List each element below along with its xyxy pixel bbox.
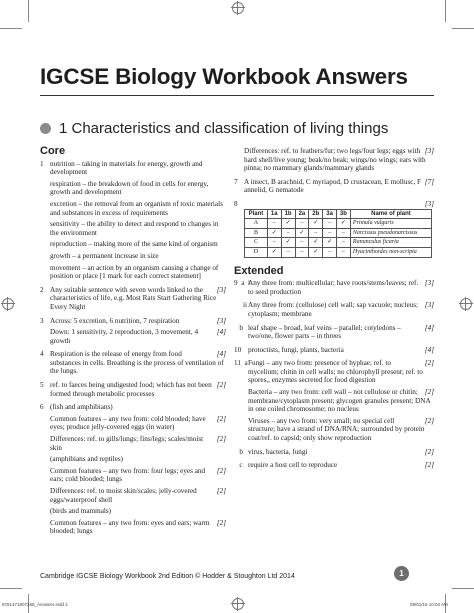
table-cell: ✓ bbox=[309, 238, 323, 248]
mark-value: [4] bbox=[424, 323, 434, 332]
table-cell: – bbox=[323, 228, 337, 238]
table-cell: – bbox=[281, 247, 295, 257]
plant-name: Ranunculus ficaria bbox=[350, 238, 431, 248]
answer-body: Differences: ref. to gills/lungs; fins/legs; scales/moist skin bbox=[50, 435, 204, 452]
question-number: c bbox=[234, 461, 243, 470]
section-heading-extended: Extended bbox=[234, 264, 284, 277]
answer-item bbox=[40, 381, 226, 398]
question-number: 11 a bbox=[234, 359, 248, 368]
answer-item bbox=[40, 507, 226, 516]
table-cell: – bbox=[336, 247, 350, 257]
answer-item bbox=[40, 180, 226, 197]
answer-text bbox=[50, 180, 226, 197]
answer-body: Any three from: (cellulose) cell wall; sap vacuole; nucleus; cytoplasm; membrane bbox=[248, 301, 419, 318]
page-title: IGCSE Biology Workbook Answers bbox=[40, 64, 408, 89]
question-number: 7 bbox=[234, 177, 238, 186]
answer-item bbox=[40, 317, 226, 326]
mark-value: [2] bbox=[424, 461, 434, 470]
answer-item bbox=[234, 147, 434, 173]
answer-body: require a host cell to reproduce bbox=[248, 461, 338, 470]
plant-key-table bbox=[244, 209, 432, 258]
answer-item bbox=[234, 346, 434, 355]
mark-value: [3] bbox=[424, 279, 434, 288]
question-number: b bbox=[234, 323, 243, 332]
answer-body: Bacteria – any two from: cell wall – not cellulose or chitin; membrane/cytoplasm present; glycogen granules present; DNA in one coiled chromosome; no nucleus bbox=[248, 388, 431, 414]
answer-text bbox=[50, 264, 226, 281]
table-cell: – bbox=[323, 219, 337, 229]
question-number: b bbox=[234, 447, 243, 456]
answer-body: Common features – any two from: cold blooded; have eyes; produce jelly-covered eggs (in water) bbox=[50, 414, 206, 432]
answer-body: excretion – the removal from an organism of toxic materials and substances in excess of requirements bbox=[50, 199, 223, 217]
answer-body: Respiration is the release of energy from food substances in cells. Breathing is the process of ventilation of the lungs. bbox=[50, 350, 224, 376]
answer-text bbox=[50, 487, 226, 504]
table-header: Plant bbox=[245, 209, 268, 219]
answer-item bbox=[234, 301, 434, 318]
answer-item bbox=[40, 160, 226, 177]
plant-name: Primula vulgaris bbox=[350, 219, 431, 229]
answer-body: Any suitable sentence with seven words linked to the characteristics of life, e.g. Most Rats Start Gathering Rice Every Night bbox=[50, 285, 217, 311]
mark-value: [2] bbox=[216, 381, 226, 390]
question-number: 10 bbox=[234, 345, 242, 354]
question-number: 3 bbox=[40, 316, 44, 325]
answer-item bbox=[40, 487, 226, 504]
answer-text bbox=[50, 507, 226, 516]
question-number: 4 bbox=[40, 350, 44, 359]
answer-body: nutrition – taking in materials for energy, growth and development bbox=[50, 159, 203, 177]
answer-text bbox=[248, 279, 434, 296]
table-cell: – bbox=[295, 238, 309, 248]
answer-text bbox=[244, 147, 434, 173]
answer-text bbox=[248, 359, 434, 385]
answer-item bbox=[40, 435, 226, 452]
plant-label: D bbox=[245, 247, 268, 257]
mark-value: [4] bbox=[216, 328, 226, 337]
question-number: 5 bbox=[40, 381, 44, 390]
mark-value: [3] bbox=[216, 316, 226, 325]
crop-mark bbox=[452, 588, 474, 589]
answer-item bbox=[40, 350, 226, 376]
answer-item bbox=[40, 455, 226, 464]
registration-mark-icon bbox=[460, 298, 472, 310]
left-column bbox=[40, 147, 226, 536]
crop-mark bbox=[0, 588, 22, 589]
table-cell: – bbox=[295, 219, 309, 229]
chapter-title: 1 Characteristics and classification of living things bbox=[59, 120, 389, 137]
footer-text: Cambridge IGCSE Biology Workbook 2nd Edition © Hodder & Stoughton Ltd 2014 bbox=[40, 573, 295, 580]
table-cell: – bbox=[281, 228, 295, 238]
mark-value: [3] bbox=[424, 301, 434, 310]
registration-mark-icon bbox=[2, 298, 14, 310]
answer-body: Fungi – any two from: presence of hyphae; ref. to mycelium; chitin in cell walls; no chlorophyll present; ref. to spores,, enzymes secreted for food digestion bbox=[248, 359, 423, 385]
plant-name: Narcissus pseudonarcissus bbox=[350, 228, 431, 238]
answer-body: reproduction – making more of the same kind of organism bbox=[50, 240, 218, 249]
mark-value: [3] bbox=[216, 285, 226, 294]
slug-left: 9781471807268_Answers.indd 1 bbox=[2, 602, 68, 607]
answer-body: movement – an action by an organism causing a change of position or place [1 mark for each correct statement] bbox=[50, 263, 219, 281]
table-cell: – bbox=[267, 219, 281, 229]
bullet-icon bbox=[40, 123, 51, 134]
answer-text bbox=[50, 467, 226, 484]
answer-item bbox=[40, 519, 226, 536]
answer-text bbox=[50, 200, 226, 217]
mark-value: [3] bbox=[424, 199, 434, 208]
slug-right: 09/01/15 10:04 AM bbox=[410, 602, 448, 607]
mark-value: [2] bbox=[216, 414, 226, 423]
answer-item bbox=[234, 448, 434, 457]
answer-body: sensitivity – the ability to detect and respond to changes in the environment bbox=[50, 220, 219, 237]
crop-mark bbox=[28, 0, 29, 22]
right-column bbox=[234, 147, 434, 470]
answer-body: protoctists, fungi, plants, bacteria bbox=[248, 345, 344, 354]
plant-label: B bbox=[245, 228, 268, 238]
answer-item bbox=[40, 264, 226, 281]
answer-item bbox=[40, 328, 226, 345]
mark-value: [2] bbox=[424, 359, 434, 368]
answer-body: ref. to faeces being undigested food; which has not been formed through metabolic processes bbox=[50, 381, 212, 398]
answer-text bbox=[50, 220, 226, 237]
table-cell: ✓ bbox=[323, 238, 337, 248]
question-number: 2 bbox=[40, 285, 44, 294]
table-row bbox=[245, 238, 432, 248]
table-cell: ✓ bbox=[309, 219, 323, 229]
table-cell: – bbox=[295, 247, 309, 257]
table-row bbox=[245, 219, 432, 229]
question-number: 8 bbox=[234, 199, 238, 208]
answer-body: growth – a permanent increase in size bbox=[50, 251, 159, 260]
answer-body: Across: 5 excretion, 6 nutrition, 7 respiration bbox=[50, 316, 180, 325]
answer-body: Common features – any two from: eyes and ears; warm blooded; lungs bbox=[50, 518, 210, 536]
answer-body: Down: 1 sensitivity, 2 reproduction, 3 movement, 4 growth bbox=[50, 328, 199, 345]
answer-item bbox=[40, 252, 226, 261]
table-cell: ✓ bbox=[281, 219, 295, 229]
answer-item bbox=[40, 220, 226, 237]
answer-text bbox=[244, 178, 434, 195]
table-row bbox=[245, 247, 432, 257]
table-cell: ✓ bbox=[309, 247, 323, 257]
mark-value: [3] bbox=[424, 147, 434, 155]
answer-body: Differences: ref. to moist skin/scales; jelly-covered eggs/waterproof shell bbox=[50, 487, 197, 504]
answer-body: respiration – the breakdown of food in cells for energy, growth and development bbox=[50, 179, 209, 197]
answer-text bbox=[50, 240, 226, 249]
table-cell: ✓ bbox=[267, 247, 281, 257]
crop-mark bbox=[445, 0, 446, 22]
mark-value: [2] bbox=[424, 388, 434, 397]
answer-text bbox=[50, 403, 226, 412]
answer-text bbox=[50, 435, 226, 452]
answer-item bbox=[234, 388, 434, 414]
answer-text bbox=[248, 324, 434, 341]
mark-value: [2] bbox=[424, 416, 434, 425]
table-cell: – bbox=[336, 238, 350, 248]
table-header: 3b bbox=[336, 209, 350, 219]
question-number: 9 a i bbox=[234, 279, 250, 288]
answer-body: Viruses – any two from: very small; no special cell structure; have a strand of DNA/RNA; surrounded by protein coat/ref. to capsid; only show reproduction bbox=[248, 416, 425, 443]
mark-value: [4] bbox=[424, 345, 434, 354]
answer-item bbox=[234, 279, 434, 296]
question-number: 6 bbox=[40, 403, 44, 412]
table-header: 1a bbox=[267, 209, 281, 219]
mark-value: [2] bbox=[216, 466, 226, 475]
plant-name: Hyacinthoides non-scripta bbox=[350, 247, 431, 257]
table-cell: ✓ bbox=[336, 219, 350, 229]
answer-text bbox=[50, 160, 226, 177]
mark-value: [7] bbox=[424, 177, 434, 186]
answer-item bbox=[40, 240, 226, 249]
answer-text bbox=[248, 417, 434, 443]
answer-body: virus, bacteria, fungi bbox=[248, 447, 308, 456]
question-number: 1 bbox=[40, 159, 44, 168]
plant-label: A bbox=[245, 219, 268, 229]
chapter-heading bbox=[40, 120, 388, 137]
answer-item bbox=[234, 461, 434, 470]
answer-text bbox=[50, 381, 226, 398]
answer-body: Common features – any two from: four legs; eyes and ears; cold blooded; lungs bbox=[50, 466, 206, 484]
answer-text bbox=[50, 350, 226, 376]
table-cell: – bbox=[336, 228, 350, 238]
mark-value: [2] bbox=[216, 487, 226, 495]
crop-mark bbox=[0, 28, 22, 29]
mark-value: [2] bbox=[216, 435, 226, 444]
table-header: Name of plant bbox=[350, 209, 431, 219]
plant-label: C bbox=[245, 238, 268, 248]
mark-value: [4] bbox=[216, 350, 226, 359]
answer-text bbox=[50, 415, 226, 432]
answer-item bbox=[234, 324, 434, 341]
table-cell: ✓ bbox=[281, 238, 295, 248]
answer-body: (amphibians and reptiles) bbox=[50, 455, 124, 464]
answer-text bbox=[248, 448, 434, 457]
answer-body: (fish and amphibians) bbox=[50, 403, 113, 412]
table-cell: ✓ bbox=[295, 228, 309, 238]
answer-item bbox=[234, 417, 434, 443]
table-header: 2a bbox=[295, 209, 309, 219]
table-cell: – bbox=[267, 238, 281, 248]
table-cell: – bbox=[323, 247, 337, 257]
question-number: ii bbox=[234, 301, 247, 310]
section-heading-core: Core bbox=[40, 145, 66, 157]
answer-text bbox=[50, 286, 226, 312]
answer-body: leaf shape – broad, leaf veins – parallel; cotyledons – two/one, flower parts – in threes bbox=[248, 323, 401, 341]
table-cell: ✓ bbox=[267, 228, 281, 238]
answer-text bbox=[248, 301, 434, 318]
answer-item bbox=[40, 403, 226, 412]
mark-value: [2] bbox=[424, 447, 434, 456]
title-rule bbox=[40, 95, 434, 96]
answer-text bbox=[50, 328, 226, 345]
table-header: 2b bbox=[309, 209, 323, 219]
answer-text bbox=[248, 388, 434, 414]
answer-text bbox=[248, 461, 434, 470]
answer-item bbox=[40, 200, 226, 217]
registration-mark-icon bbox=[232, 2, 244, 14]
answer-text bbox=[50, 455, 226, 464]
answer-text bbox=[50, 252, 226, 261]
mark-value: [2] bbox=[216, 518, 226, 527]
table-cell: – bbox=[309, 228, 323, 238]
table-header: 3a bbox=[323, 209, 337, 219]
answer-body: Any three from: multicellular; have roots/stems/leaves; ref. to seed production bbox=[248, 279, 419, 296]
answer-text bbox=[50, 519, 226, 536]
answer-text bbox=[50, 317, 226, 326]
answer-item bbox=[40, 415, 226, 432]
answer-item bbox=[40, 286, 226, 312]
registration-mark-icon bbox=[232, 598, 244, 610]
crop-mark bbox=[452, 28, 474, 29]
page-number: 1 bbox=[394, 566, 409, 581]
answer-body: A insect, B arachnid, C myriapod, D crustacean, E mollusc, F annelid, G nematode bbox=[244, 177, 422, 195]
table-header: 1b bbox=[281, 209, 295, 219]
answer-item bbox=[234, 178, 434, 195]
answer-item bbox=[234, 359, 434, 385]
answer-text bbox=[248, 346, 434, 355]
answer-body: (birds and mammals) bbox=[50, 507, 112, 516]
table-row bbox=[245, 228, 432, 238]
answer-item bbox=[40, 467, 226, 484]
answer-body: Differences: ref. to feathers/fur; two legs/four legs; eggs with hard shell/live young; beak/no beak; wings/no wings; ears with pinna; no mammary glands/mammary glands bbox=[244, 147, 426, 173]
